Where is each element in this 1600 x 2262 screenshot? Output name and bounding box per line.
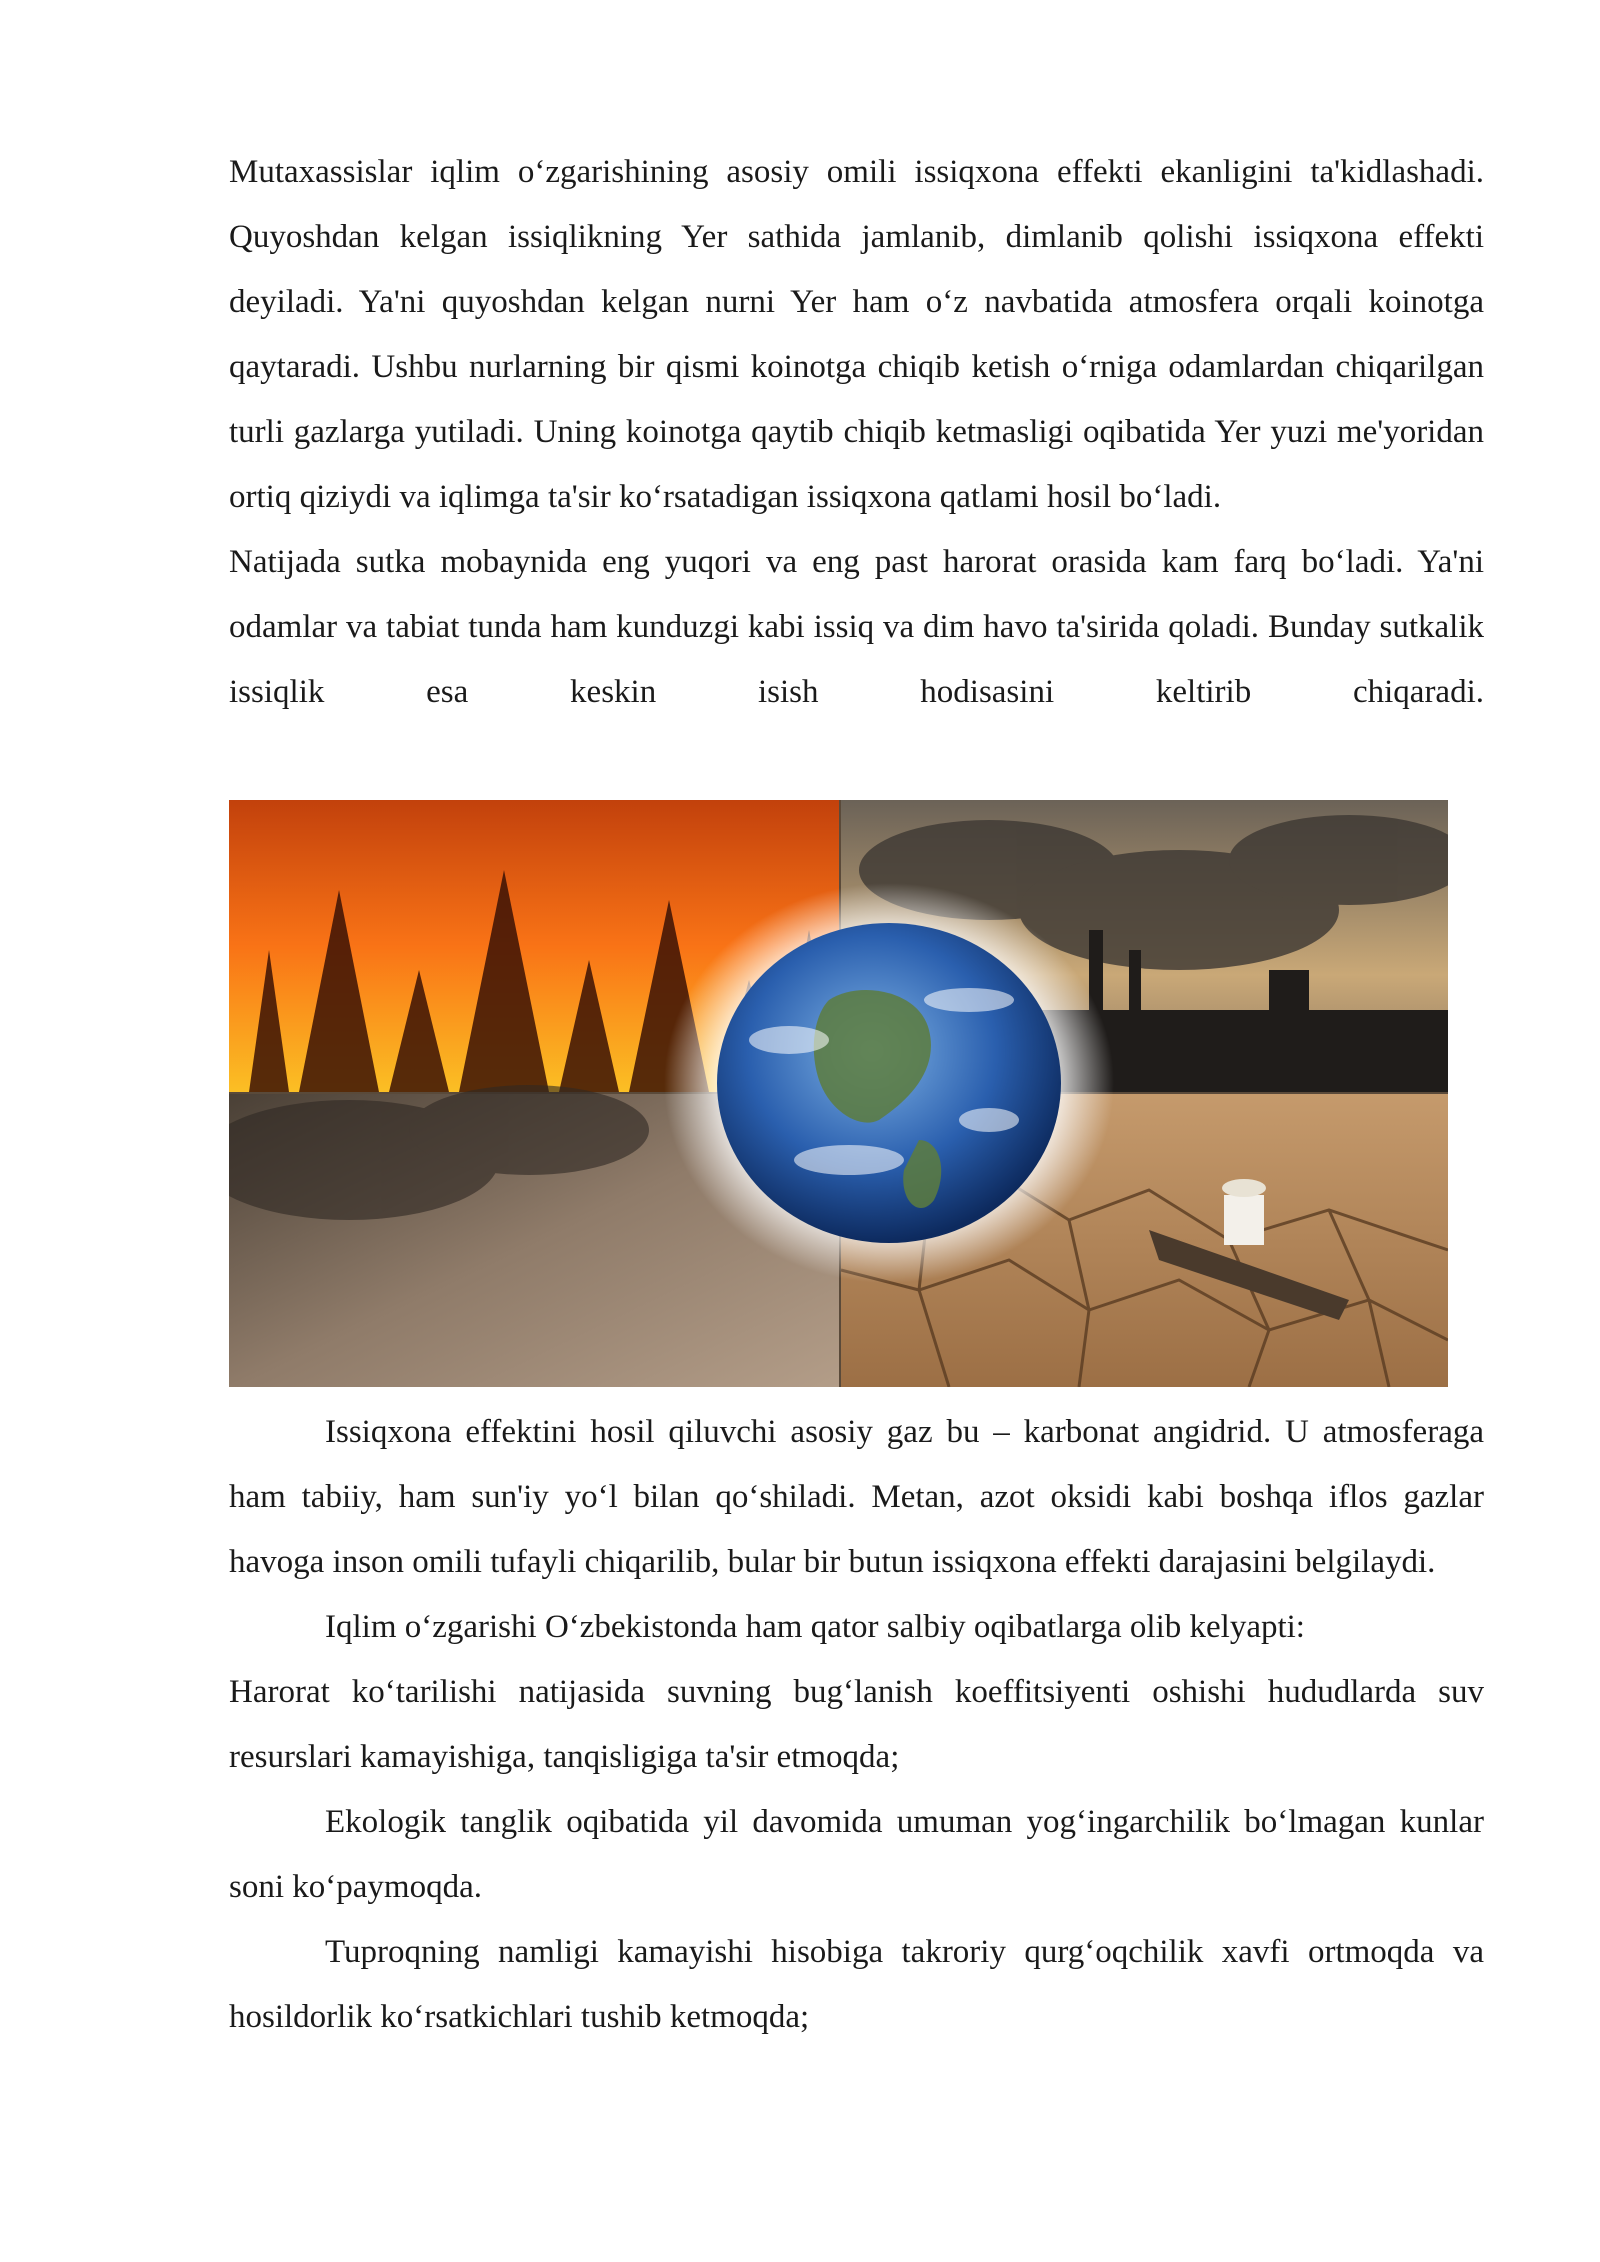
climate-collage-image — [229, 800, 1448, 1387]
paragraph-water-resources: Harorat ko‘tarilishi natijasida suvning bug‘lanish koeffitsiyenti oshishi hududlarda suv resurslari kamayishiga, tanqisligiga ta'sir etmoqda; — [229, 1674, 1484, 1775]
paragraph-dry-days: Ekologik tanglik oqibatida yil davomida umuman yog‘ingarchilik bo‘lmagan kunlar soni ko‘paymoqda. — [229, 1804, 1484, 1905]
paragraph-uzbekistan-consequences: Iqlim o‘zgarishi O‘zbekistonda ham qator salbiy oqibatlarga olib kelyapti: — [325, 1609, 1305, 1645]
top-text-block — [229, 140, 1484, 725]
paragraph-temperature-difference: Natijada sutka mobaynida eng yuqori va eng past harorat orasida kam farq bo‘ladi. Ya'ni odamlar va tabiat tunda ham kunduzgi kabi issiq va dim havo ta'sirida qoladi. Bunday sutkalik issiqlik esa keskin isish hodisasini keltirib chiqaradi. — [229, 544, 1484, 710]
bottom-text-block — [229, 1400, 1484, 2050]
paragraph-greenhouse-definition: Mutaxassislar iqlim o‘zgarishining asosiy omili issiqxona effekti ekanligini ta'kidlashadi. Quyoshdan kelgan issiqlikning Yer sathida jamlanib, dimlanib qolishi issiqxona effekti deyiladi. Ya'ni quyoshdan kelgan nurni Yer ham o‘z navbatida atmosfera orqali koinotga qaytaradi. Ushbu nurlarning bir qismi koinotga chiqib ketish o‘rniga odamlardan chiqarilgan turli gazlarga yutiladi. Uning koinotga qaytib chiqib ketmasligi oqibatida Yer yuzi me'yoridan ortiq qiziydi va iqlimga ta'sir ko‘rsatadigan issiqxona qatlami hosil bo‘ladi. — [229, 154, 1484, 515]
paragraph-drought-risk: Tuproqning namligi kamayishi hisobiga takroriy qurg‘oqchilik xavfi ortmoqda va hosildorlik ko‘rsatkichlari tushib ketmoqda; — [229, 1934, 1484, 2035]
paragraph-carbon-dioxide: Issiqxona effektini hosil qiluvchi asosiy gaz bu – karbonat angidrid. U atmosferaga ham tabiiy, ham sun'iy yo‘l bilan qo‘shiladi. Metan, azot oksidi kabi boshqa iflos gazlar havoga inson omili tufayli chiqarilib, bular bir butun issiqxona effekti darajasini belgilaydi. — [229, 1414, 1484, 1580]
